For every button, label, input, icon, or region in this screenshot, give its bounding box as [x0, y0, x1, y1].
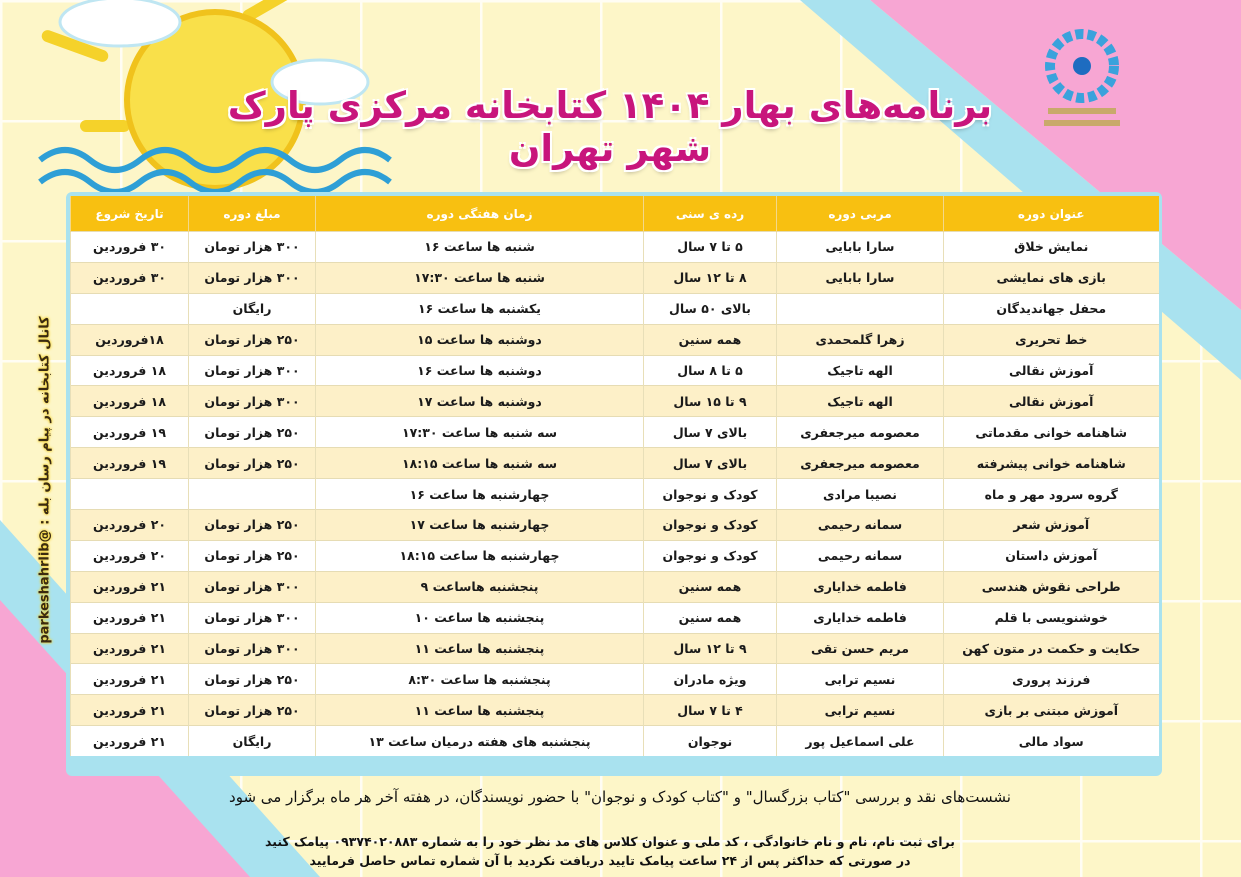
cell-instructor: فاطمه خدایاری	[777, 602, 944, 633]
cell-instructor: مریم حسن تقی	[777, 633, 944, 664]
cell-price: ۲۵۰ هزار تومان	[189, 664, 316, 695]
cell-weekly-time: چهارشنبه ها ساعت ۱۸:۱۵	[316, 540, 644, 571]
table-row	[71, 293, 1159, 324]
cell-instructor: علی اسماعیل پور	[777, 726, 944, 756]
cell-course-title: گروه سرود مهر و ماه	[944, 479, 1159, 510]
cell-age-group: کودک و نوجوان	[644, 479, 777, 510]
cell-age-group: ۵ تا ۸ سال	[644, 355, 777, 386]
cell-start-date: ۲۱ فروردین	[71, 664, 189, 695]
table-row	[71, 324, 1159, 355]
column-header-course-title: عنوان دوره	[944, 196, 1159, 232]
cell-course-title: سواد مالی	[944, 726, 1159, 756]
cell-age-group: ۵ تا ۷ سال	[644, 232, 777, 263]
cell-course-title: خوشنویسی با قلم	[944, 602, 1159, 633]
cell-start-date: ۱۸ فروردین	[71, 355, 189, 386]
cell-instructor: زهرا گلمحمدی	[777, 324, 944, 355]
cell-course-title: بازی های نمایشی	[944, 262, 1159, 293]
cell-weekly-time: پنجشنبه ها ساعت ۸:۳۰	[316, 664, 644, 695]
library-logo	[1040, 28, 1124, 148]
cell-instructor: الهه تاجیک	[777, 386, 944, 417]
cell-price: ۳۰۰ هزار تومان	[189, 571, 316, 602]
cell-instructor: نصیبا مرادی	[777, 479, 944, 510]
cell-instructor: سمانه رحیمی	[777, 510, 944, 541]
cell-age-group: همه سنین	[644, 602, 777, 633]
cell-course-title: آموزش مبتنی بر بازی	[944, 695, 1159, 726]
cell-start-date: ۲۱ فروردین	[71, 633, 189, 664]
cell-price	[189, 479, 316, 510]
cell-price: ۳۰۰ هزار تومان	[189, 633, 316, 664]
cell-start-date: ۲۱ فروردین	[71, 602, 189, 633]
cell-weekly-time: یکشنبه ها ساعت ۱۶	[316, 293, 644, 324]
table-row	[71, 571, 1159, 602]
cell-instructor: سمانه رحیمی	[777, 540, 944, 571]
table-row	[71, 664, 1159, 695]
cell-weekly-time: پنجشنبه ها ساعت ۱۱	[316, 633, 644, 664]
registration-line-1: برای ثبت نام، نام و نام خانوادگی ، کد ملی و عنوان کلاس های مد نظر خود را به شماره ۰۹۳۷۴۰۲۰۸۸۳ پیامک کنید	[265, 834, 955, 849]
cell-course-title: طراحی نقوش هندسی	[944, 571, 1159, 602]
cell-weekly-time: پنجشنبه هاساعت ۹	[316, 571, 644, 602]
cell-course-title: شاهنامه خوانی مقدماتی	[944, 417, 1159, 448]
cell-weekly-time: سه شنبه ها ساعت ۱۸:۱۵	[316, 448, 644, 479]
cell-age-group: کودک و نوجوان	[644, 510, 777, 541]
cell-course-title: آموزش داستان	[944, 540, 1159, 571]
cell-price: ۳۰۰ هزار تومان	[189, 232, 316, 263]
review-sessions-note: نشست‌های نقد و بررسی "کتاب بزرگسال" و "کتاب کودک و نوجوان" با حضور نویسندگان، در هفته آخر هر ماه برگزار می شود	[229, 788, 1011, 806]
column-header-age-group: رده ی سنی	[644, 196, 777, 232]
cell-course-title: فرزند پروری	[944, 664, 1159, 695]
cell-age-group: نوجوان	[644, 726, 777, 756]
cell-instructor: معصومه میرجعفری	[777, 417, 944, 448]
table-row	[71, 540, 1159, 571]
cell-instructor: سارا بابایی	[777, 232, 944, 263]
cell-start-date: ۱۸فروردین	[71, 324, 189, 355]
cell-age-group: همه سنین	[644, 571, 777, 602]
table-header-row	[71, 196, 1159, 232]
cell-price: ۳۰۰ هزار تومان	[189, 262, 316, 293]
cell-instructor: نسیم ترابی	[777, 695, 944, 726]
cell-price: ۲۵۰ هزار تومان	[189, 448, 316, 479]
column-header-price: مبلغ دوره	[189, 196, 316, 232]
registration-info	[150, 832, 1070, 870]
cell-age-group: کودک و نوجوان	[644, 540, 777, 571]
cell-weekly-time: چهارشنبه ها ساعت ۱۶	[316, 479, 644, 510]
cell-course-title: محفل جهاندیدگان	[944, 293, 1159, 324]
table-row	[71, 262, 1159, 293]
cell-age-group: ۸ تا ۱۲ سال	[644, 262, 777, 293]
page-title: برنامه‌های بهار ۱۴۰۴ کتابخانه مرکزی پارک شهر تهران	[227, 84, 993, 170]
cell-age-group: همه سنین	[644, 324, 777, 355]
table-row	[71, 726, 1159, 756]
cell-price: ۳۰۰ هزار تومان	[189, 386, 316, 417]
cell-instructor: معصومه میرجعفری	[777, 448, 944, 479]
cell-price: ۲۵۰ هزار تومان	[189, 510, 316, 541]
table-row	[71, 448, 1159, 479]
cell-weekly-time: چهارشنبه ها ساعت ۱۷	[316, 510, 644, 541]
cell-instructor: الهه تاجیک	[777, 355, 944, 386]
cell-age-group: ۹ تا ۱۵ سال	[644, 386, 777, 417]
cell-instructor: سارا بابایی	[777, 262, 944, 293]
cell-age-group: ۴ تا ۷ سال	[644, 695, 777, 726]
cell-price: ۳۰۰ هزار تومان	[189, 355, 316, 386]
registration-line-2: در صورتی که حداکثر پس از ۲۴ ساعت پیامک تایید دریافت نکردید با آن شماره تماس حاصل فرمایید	[309, 853, 911, 868]
cell-start-date: ۳۰ فروردین	[71, 232, 189, 263]
cell-price: ۲۵۰ هزار تومان	[189, 324, 316, 355]
table-row	[71, 355, 1159, 386]
cell-price: ۲۵۰ هزار تومان	[189, 417, 316, 448]
schedule-table-container	[66, 192, 1162, 776]
table-row	[71, 633, 1159, 664]
cell-weekly-time: دوشنبه ها ساعت ۱۶	[316, 355, 644, 386]
table-row	[71, 417, 1159, 448]
cell-start-date: ۱۹ فروردین	[71, 448, 189, 479]
cell-course-title: شاهنامه خوانی پیشرفته	[944, 448, 1159, 479]
cell-age-group: بالای ۷ سال	[644, 448, 777, 479]
table-row	[71, 695, 1159, 726]
cell-instructor: نسیم ترابی	[777, 664, 944, 695]
cell-course-title: حکایت و حکمت در متون کهن	[944, 633, 1159, 664]
cell-instructor: فاطمه خدایاری	[777, 571, 944, 602]
cell-weekly-time: شنبه ها ساعت ۱۶	[316, 232, 644, 263]
cell-age-group: ۹ تا ۱۲ سال	[644, 633, 777, 664]
cell-course-title: خط تحریری	[944, 324, 1159, 355]
cell-instructor	[777, 293, 944, 324]
channel-note: کانال کتابخانه در پیام رسان بله : @parkeshahrlib	[37, 316, 53, 644]
cell-price: رایگان	[189, 726, 316, 756]
cell-age-group: بالای ۷ سال	[644, 417, 777, 448]
cell-weekly-time: دوشنبه ها ساعت ۱۷	[316, 386, 644, 417]
column-header-weekly-time: زمان هفتگی دوره	[316, 196, 644, 232]
cell-weekly-time: پنجشنبه های هفته درمیان ساعت ۱۳	[316, 726, 644, 756]
cell-age-group: ویژه مادران	[644, 664, 777, 695]
cell-weekly-time: شنبه ها ساعت ۱۷:۳۰	[316, 262, 644, 293]
cell-course-title: نمایش خلاق	[944, 232, 1159, 263]
cell-start-date: ۲۰ فروردین	[71, 510, 189, 541]
cell-start-date: ۲۱ فروردین	[71, 695, 189, 726]
cell-price: ۲۵۰ هزار تومان	[189, 695, 316, 726]
cell-price: ۲۵۰ هزار تومان	[189, 540, 316, 571]
cell-price: ۳۰۰ هزار تومان	[189, 602, 316, 633]
table-row	[71, 510, 1159, 541]
cell-age-group: بالای ۵۰ سال	[644, 293, 777, 324]
cell-start-date	[71, 293, 189, 324]
table-row	[71, 232, 1159, 263]
cell-start-date: ۲۱ فروردین	[71, 571, 189, 602]
cell-weekly-time: پنجشنبه ها ساعت ۱۰	[316, 602, 644, 633]
cell-weekly-time: پنجشنبه ها ساعت ۱۱	[316, 695, 644, 726]
table-row	[71, 479, 1159, 510]
cell-price: رایگان	[189, 293, 316, 324]
cell-course-title: آموزش نقالی	[944, 355, 1159, 386]
cell-start-date	[71, 479, 189, 510]
cell-start-date: ۱۸ فروردین	[71, 386, 189, 417]
cell-start-date: ۱۹ فروردین	[71, 417, 189, 448]
cell-start-date: ۲۰ فروردین	[71, 540, 189, 571]
table-row	[71, 602, 1159, 633]
cell-weekly-time: دوشنبه ها ساعت ۱۵	[316, 324, 644, 355]
column-header-start-date: تاریخ شروع	[71, 196, 189, 232]
column-header-instructor: مربی دوره	[777, 196, 944, 232]
cell-start-date: ۳۰ فروردین	[71, 262, 189, 293]
cell-course-title: آموزش نقالی	[944, 386, 1159, 417]
schedule-table	[70, 196, 1159, 756]
table-row	[71, 386, 1159, 417]
cell-course-title: آموزش شعر	[944, 510, 1159, 541]
cell-start-date: ۲۱ فروردین	[71, 726, 189, 756]
cell-weekly-time: سه شنبه ها ساعت ۱۷:۳۰	[316, 417, 644, 448]
